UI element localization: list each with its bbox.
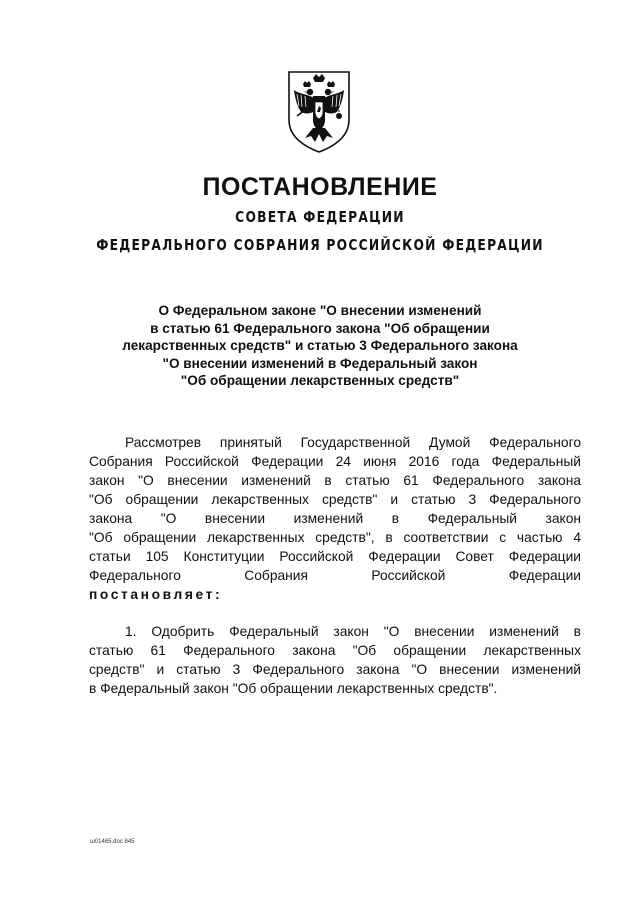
preamble-line: Федерального Собрания Российской Федерации [89,568,581,583]
clause-1-paragraph [89,622,581,698]
heading-line: в статью 61 Федерального закона "Об обращении [150,320,490,336]
document-subtitle-council: СОВЕТА ФЕДЕРАЦИИ [235,208,405,226]
preamble-line: закона "О внесении изменений в Федеральный закон [89,511,581,526]
preamble-line: закон "О внесении изменений в статью 61 Федерального закона [89,473,581,488]
preamble-paragraph [89,433,581,604]
preamble-line: "Об обращении лекарственных средств" и статью 3 Федерального [89,492,581,507]
clause-line: в Федеральный закон "Об обращении лекарственных средств". [89,681,498,696]
document-file-code: ш01465.doc 845 [90,839,135,845]
resolves-line [89,585,581,604]
document-subtitle-assembly: ФЕДЕРАЛЬНОГО СОБРАНИЯ РОССИЙСКОЙ ФЕДЕРАЦИИ [96,236,544,254]
resolution-heading [95,302,545,390]
heading-line: "Об обращении лекарственных средств" [180,373,460,389]
heading-line: "О внесении изменений в Федеральный закон [162,355,478,371]
document-title: ПОСТАНОВЛЕНИЕ [202,173,438,201]
heading-line: лекарственных средств" и статью 3 Федерального закона [122,338,518,354]
preamble-line: "Об обращении лекарственных средств", в соответствии с частью 4 [89,530,581,545]
preamble-line: статьи 105 Конституции Российской Федерации Совет Федерации [89,549,581,564]
clause-line: средств" и статью 3 Федерального закона "О внесении изменений [89,662,581,677]
resolves-word: постановляет: [89,587,223,602]
preamble-line: Рассмотрев принятый Государственной Думой Федерального [125,435,581,450]
coat-of-arms-emblem [283,68,355,154]
clause-line: статью 61 Федерального закона "Об обращении лекарственных [89,643,581,658]
preamble-line: Собрания Российской Федерации 24 июня 2016 года Федеральный [89,454,581,469]
clause-line: 1. Одобрить Федеральный закон "О внесении изменений в [125,624,581,639]
heading-line: О Федеральном законе "О внесении изменений [158,303,482,318]
